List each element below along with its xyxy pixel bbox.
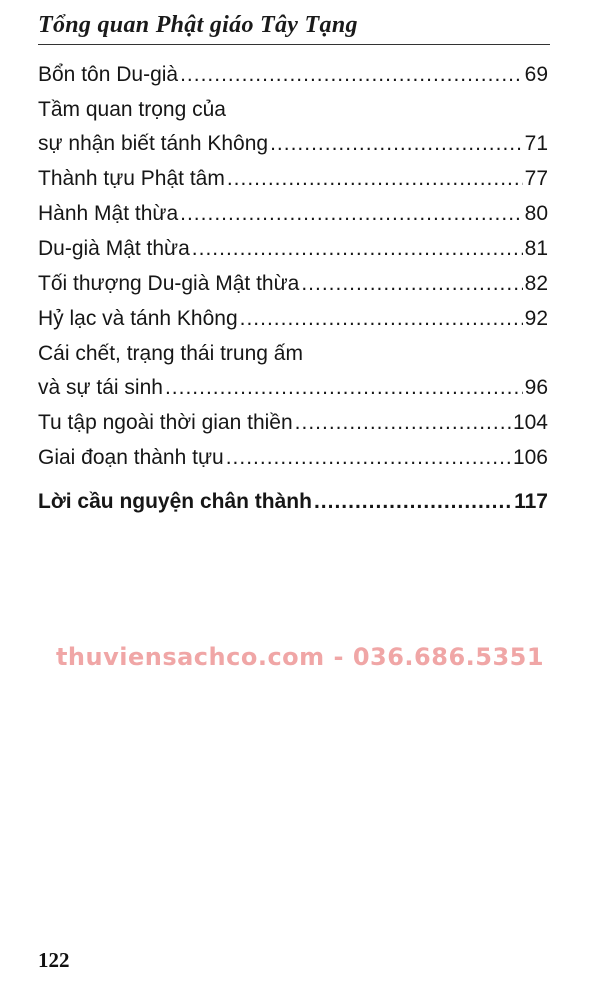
toc-entry-title: Thành tựu Phật tâm [38, 167, 225, 190]
toc-leader-dots [227, 162, 523, 196]
toc-entry-page: 81 [524, 237, 548, 260]
toc-entry [38, 197, 548, 231]
toc-leader-dots [165, 371, 523, 405]
toc-entry [38, 406, 548, 440]
toc-entry-page: 77 [524, 167, 548, 190]
toc-entry-title: Cái chết, trạng thái trung ấm [38, 342, 303, 365]
toc-entry-title: Tầm quan trọng của [38, 98, 226, 121]
toc-leader-dots [270, 127, 523, 161]
running-head: Tổng quan Phật giáo Tây Tạng [38, 12, 358, 38]
toc-leader-dots [301, 267, 522, 301]
watermark: thuviensachco.com - 036.686.5351 [55, 643, 545, 671]
toc-entry-page: 82 [524, 272, 548, 295]
toc-leader-dots [240, 302, 523, 336]
toc-entry-title: Bổn tôn Du-già [38, 63, 179, 86]
toc-entry [38, 93, 548, 161]
toc-entry-title-continued: và sự tái sinh [38, 376, 163, 399]
toc-entry-page: 69 [524, 63, 548, 86]
toc-entry-title: Hành Mật thừa [38, 202, 179, 225]
toc-entry [38, 441, 548, 475]
toc-entry-title: Du-già Mật thừa [38, 237, 190, 260]
toc-leader-dots [180, 197, 523, 231]
toc-entry [38, 267, 548, 301]
toc-entry-page: 96 [524, 376, 548, 399]
toc-entry-page: 104 [512, 411, 548, 434]
toc-leader-dots [314, 485, 512, 519]
table-of-contents [38, 58, 548, 520]
toc-entry-page: 71 [524, 132, 548, 155]
toc-entry [38, 337, 548, 405]
toc-entry-title: Tối thượng Du-già Mật thừa [38, 272, 300, 295]
toc-entry-page: 80 [524, 202, 548, 225]
toc-leader-dots [192, 232, 523, 266]
header-rule [38, 44, 550, 45]
toc-entry-bold [38, 485, 548, 519]
toc-entry-title-continued: sự nhận biết tánh Không [38, 132, 269, 155]
toc-entry [38, 302, 548, 336]
toc-entry-title: Lời cầu nguyện chân thành [38, 490, 312, 513]
toc-entry-page: 92 [524, 307, 548, 330]
toc-entry-title: Tu tập ngoài thời gian thiền [38, 411, 293, 434]
toc-entry-title: Hỷ lạc và tánh Không [38, 307, 238, 330]
toc-leader-dots [295, 406, 511, 440]
toc-leader-dots [180, 58, 523, 92]
toc-entry-title: Giai đoạn thành tựu [38, 446, 224, 469]
toc-entry [38, 58, 548, 92]
toc-entry [38, 162, 548, 196]
toc-entry-page: 117 [514, 490, 548, 513]
toc-entry-page: 106 [512, 446, 548, 469]
toc-leader-dots [226, 441, 511, 475]
toc-entry [38, 232, 548, 266]
page-number: 122 [38, 948, 70, 972]
